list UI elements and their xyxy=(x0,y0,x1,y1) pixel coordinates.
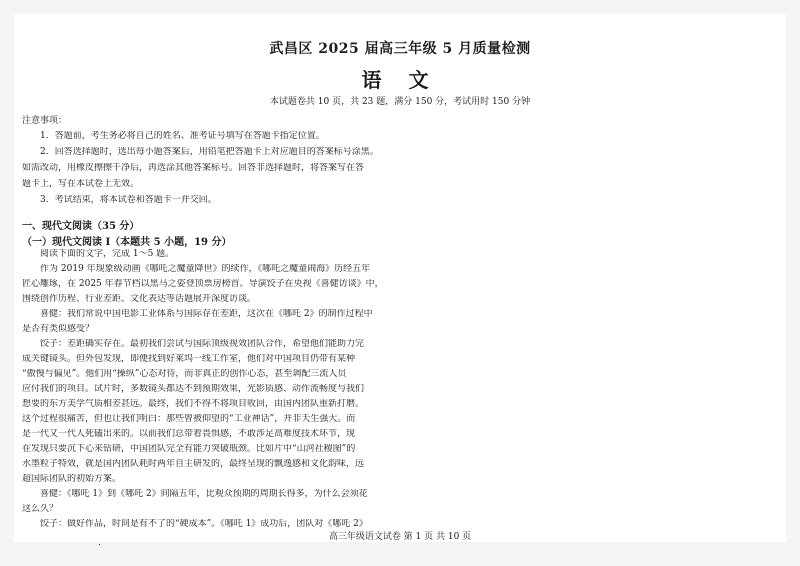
footer-mark: . xyxy=(98,538,101,548)
section-heading: 一、现代文阅读（35 分） xyxy=(22,221,140,232)
body-line: 想要的东方美学气质相差甚远。最终，我们不得不将项目收回，由国内团队重新打磨。 xyxy=(22,399,365,409)
body-line: 是否有类似感受？ xyxy=(22,324,95,334)
note-line: 题卡上，写在本试卷上无效。 xyxy=(22,179,140,189)
page-footer: 高三年级语文试卷 第 1 页 共 10 页 xyxy=(328,532,472,542)
body-line: 匠心雕琢，在 2025 年春节档以黑马之姿登顶票房榜首。导演饺子在央视《喜健访谈》中， xyxy=(22,279,384,289)
body-line: 这么久？ xyxy=(22,504,59,514)
note-line: 3．考试结束，将本试卷和答题卡一并交回。 xyxy=(40,195,217,205)
notes-title: 注意事项： xyxy=(22,116,68,126)
body-line: 应付我们的项目。试片时，多数镜头都达不到预期效果，光影质感、动作流畅度与我们 xyxy=(22,384,365,394)
exam-title: 武昌区 2025 届高三年级 5 月质量检测 xyxy=(269,41,531,57)
note-line: 2．回答选择题时，选出每小题答案后，用铅笔把答题卡上对应题目的答案标号涂黑。 xyxy=(40,147,379,157)
note-line: 1．答题前，考生务必将自己的姓名、准考证号填写在答题卡指定位置。 xyxy=(40,131,325,141)
body-line: 是一代又一代人死磕出来的。以前我们总带着畏惧感，不敢涉足高难度技术环节，现 xyxy=(22,429,356,439)
body-line: 饺子：差距确实存在。最初我们尝试与国际顶级视效团队合作，希望他们能助力完 xyxy=(40,339,365,349)
body-line: 水墨粒子特效，就是国内团队耗时两年自主研发的，最终呈现的飘逸感和文化韵味，远 xyxy=(22,459,365,469)
body-line: 作为 2019 年现象级动画《哪吒之魔童降世》的续作，《哪吒之魔童闹海》历经五年 xyxy=(40,264,371,274)
subsection-heading: （一）现代文阅读 I（本题共 5 小题，19 分） xyxy=(22,237,232,248)
body-line: 这个过程很痛苦，但也让我们明白：那些曾被仰望的“工业神话”，并非天生强大。而 xyxy=(22,414,356,424)
body-line: 超国际团队的初始方案。 xyxy=(22,474,122,484)
body-line: 喜健：《哪吒 1》到《哪吒 2》间隔五年，比观众预期的周期长得多，为什么会须花 xyxy=(40,489,368,499)
exam-page xyxy=(14,14,786,548)
body-line: 在发现只要沉下心来钻研，中国团队完全有能力突破瓶颈。比如片中“山河社稷图”的 xyxy=(22,444,356,454)
note-line: 如需改动，用橡皮擦擦干净后，再选涂其他答案标号。回答非选择题时，将答案写在答 xyxy=(22,163,365,173)
body-line: 围绕创作历程、行业差距、文化表达等话题展开深度访谈。 xyxy=(22,294,257,304)
body-line: 喜健：我们常说中国电影工业体系与国际存在差距，这次在《哪吒 2》的制作过程中 xyxy=(40,309,373,319)
subject-title: 语 文 xyxy=(361,68,439,92)
exam-meta: 本试题卷共 10 页，共 23 题，满分 150 分，考试用时 150 分钟 xyxy=(269,97,531,107)
body-line: 饺子：做好作品，时间是有不了的“硬成本”。《哪吒 1》成功后，团队对《哪吒 2》 xyxy=(40,519,368,529)
body-line: “傲慢与偏见”。他们用“操纵”心态对待，而非真正的创作心态，甚至调配三流人员 xyxy=(22,369,347,379)
body-line: 阅读下面的文字，完成 1～5 题。 xyxy=(40,249,175,259)
body-line: 成关键镜头。但外包发现，即便找到好莱坞一线工作室，他们对中国项目仍带有某种 xyxy=(22,354,356,364)
